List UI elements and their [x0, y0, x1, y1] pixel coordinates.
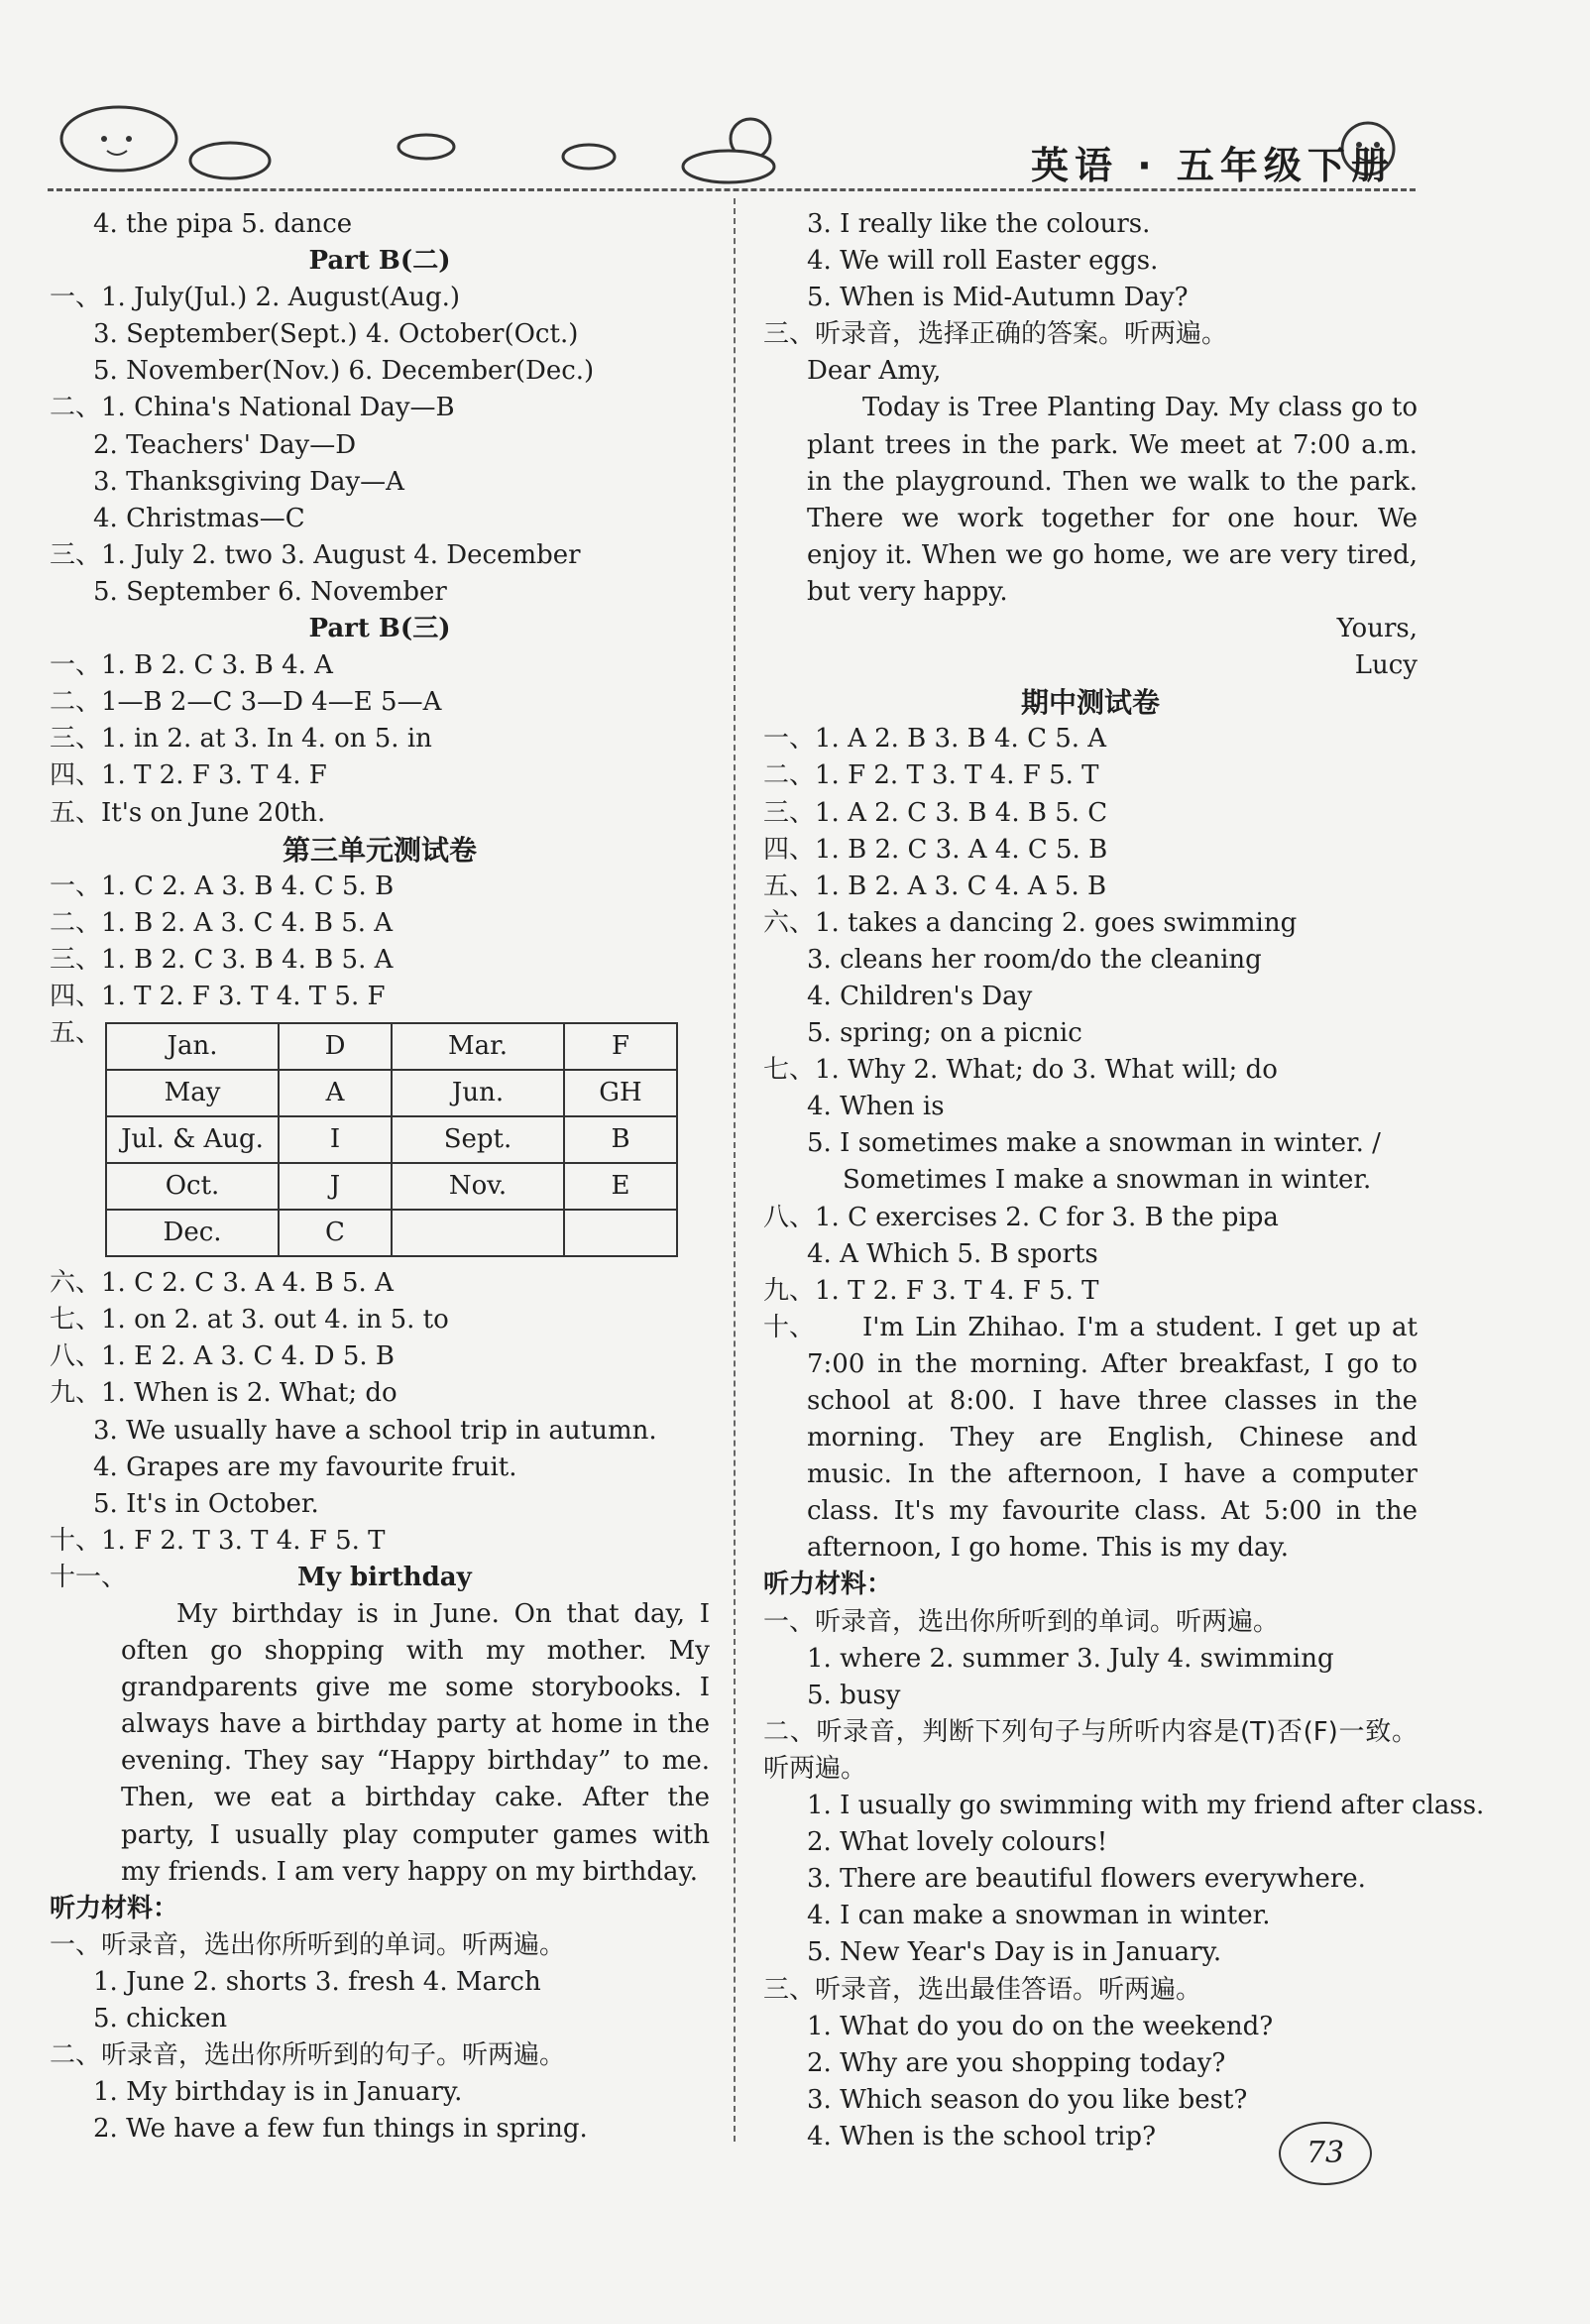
table-cell: E	[564, 1163, 677, 1210]
listening-title: 听力材料：	[763, 1569, 893, 1600]
answer-line: 七、1. on 2. at 3. out 4. in 5. to	[50, 1305, 449, 1336]
answer-line: 四、1. B 2. C 3. A 4. C 5. B	[763, 834, 1108, 865]
table-cell: A	[279, 1070, 392, 1116]
answer-line: 三、1. A 2. C 3. B 4. B 5. C	[763, 797, 1108, 828]
answer-line: 3. cleans her room/do the cleaning	[807, 944, 1262, 975]
letter-greeting: Dear Amy,	[807, 356, 942, 387]
answer-line: 二、1. B 2. A 3. C 4. B 5. A	[50, 907, 394, 938]
answer-line: 三、1. in 2. at 3. In 4. on 5. in	[50, 724, 432, 755]
answer-line: 5. I sometimes make a snowman in winter. /	[807, 1128, 1381, 1159]
table-cell: D	[279, 1023, 392, 1070]
answer-line: 六、1. takes a dancing 2. goes swimming	[763, 907, 1298, 938]
table-cell: Oct.	[106, 1163, 279, 1210]
answer-line: 3. September(Sept.) 4. October(Oct.)	[93, 319, 579, 350]
answer-line: 3. Thanksgiving Day—A	[93, 466, 404, 497]
answer-line: 3. I really like the colours.	[807, 209, 1151, 239]
answer-line: 1. My birthday is in January.	[93, 2077, 463, 2108]
cloud-icon	[398, 135, 454, 159]
answer-line: 六、1. C 2. C 3. A 4. B 5. A	[50, 1268, 394, 1299]
letter-body: Today is Tree Planting Day. My class go to plant trees in the park. We meet at 7:00 a.m. in the playground. Then we walk to the park. There we work together for one hour. We enjoy it. When we go home, we are very tired, but very happy.	[807, 393, 1418, 607]
column-divider	[734, 198, 736, 2142]
listening-title: 听力材料：	[50, 1893, 179, 1923]
essay-title: My birthday	[297, 1562, 472, 1592]
answer-line: 三、1. B 2. C 3. B 4. B 5. A	[50, 944, 394, 975]
answer-line: 七、1. Why 2. What; do 3. What will; do	[763, 1055, 1278, 1086]
table-cell: C	[279, 1210, 392, 1256]
passage-body: I'm Lin Zhihao. I'm a student. I get up at 7:00 in the morning. After breakfast, I go to school at 8:00. I have three classes in the morning. They are English, Chinese and music. In the afternoon, I have a computer class. It's my favourite class. At 5:00 in the afternoon, I go home. This is my day.	[807, 1312, 1418, 1564]
answer-line: 一、听录音，选出你所听到的单词。听两遍。	[763, 1606, 1280, 1637]
answer-line: 4. the pipa 5. dance	[93, 209, 353, 239]
answer-line: 4. A Which 5. B sports	[807, 1238, 1098, 1269]
answer-line: 九、1. When is 2. What; do	[50, 1378, 398, 1409]
table-row	[106, 1116, 677, 1163]
answer-line: 三、1. July 2. two 3. August 4. December	[50, 539, 581, 570]
answer-line: 3. Which season do you like best?	[807, 2084, 1248, 2115]
essay-heading-row	[50, 1560, 710, 1596]
answer-line: 三、听录音，选出最佳答语。听两遍。	[763, 1974, 1202, 2005]
table-cell	[564, 1210, 677, 1256]
cloud-icon	[190, 143, 270, 178]
table-cell: J	[279, 1163, 392, 1210]
midterm-title: 期中测试卷	[1020, 686, 1160, 720]
table-row	[106, 1070, 677, 1116]
table-cell: B	[564, 1116, 677, 1163]
answer-line: 5. When is Mid-Autumn Day?	[807, 283, 1189, 313]
answer-line: 一、1. C 2. A 3. B 4. C 5. B	[50, 871, 395, 901]
answer-line: 一、1. A 2. B 3. B 4. C 5. A	[763, 724, 1107, 755]
answer-line: 3. We usually have a school trip in autumn.	[93, 1415, 657, 1446]
answer-line: 5. chicken	[93, 2004, 228, 2034]
table-row	[106, 1210, 677, 1256]
answer-line: 5. September 6. November	[93, 576, 447, 607]
answer-line: 九、1. T 2. F 3. T 4. F 5. T	[763, 1275, 1099, 1306]
table-cell: GH	[564, 1070, 677, 1116]
answer-line: 四、1. T 2. F 3. T 4. F	[50, 760, 327, 791]
table-cell: Dec.	[106, 1210, 279, 1256]
table-cell: Jan.	[106, 1023, 279, 1070]
sun-cloud-icon	[683, 119, 774, 182]
answer-line: 1. where 2. summer 3. July 4. swimming	[807, 1643, 1334, 1674]
answer-line: 4. Christmas—C	[93, 503, 305, 533]
unit-test-title: 第三单元测试卷	[282, 833, 477, 867]
answer-line: 二、听录音，判断下列句子与所听内容是(T)否(F)一致。听两遍。	[763, 1716, 1418, 1784]
answer-line: 二、1—B 2—C 3—D 4—E 5—A	[50, 687, 442, 718]
essay-body: My birthday is in June. On that day, I often go shopping with my mother. My grandparents give me some storybooks. I always have a birthday party at home in the evening. They say “Happy birthday” to me. Then, we eat a birthday cake. After the party, I usually play computer games with my friends. I am very happy on my birthday.	[121, 1599, 710, 1887]
answer-line: 五、1. B 2. A 3. C 4. A 5. B	[763, 871, 1107, 901]
answer-line: 1. June 2. shorts 3. fresh 4. March	[93, 1966, 541, 1997]
answer-line: 1. I usually go swimming with my friend after class.	[807, 1791, 1485, 1821]
answer-line: 2. Teachers' Day—D	[93, 429, 357, 460]
answer-line: 五、It's on June 20th.	[50, 797, 326, 828]
table-cell: Nov.	[392, 1163, 564, 1210]
answer-line: 十、1. F 2. T 3. T 4. F 5. T	[50, 1525, 386, 1556]
answer-line: 5. It's in October.	[93, 1488, 319, 1519]
answer-line: 2. Why are you shopping today?	[807, 2047, 1226, 2078]
month-table	[105, 1022, 678, 1257]
answer-label: 十、	[763, 1312, 816, 1342]
passage-block	[763, 1310, 1418, 1568]
table-cell: I	[279, 1116, 392, 1163]
page-header	[0, 0, 1590, 198]
answer-line: 5. busy	[807, 1680, 901, 1710]
answer-line: 二、1. China's National Day—B	[50, 393, 455, 423]
book-title: 英语 · 五年级下册	[1031, 144, 1395, 187]
answer-line: 三、听录音，选择正确的答案。听两遍。	[763, 319, 1228, 350]
cloud-face-icon	[61, 107, 176, 171]
section-heading: Part B(三)	[308, 614, 451, 644]
answer-label: 十一、	[50, 1562, 128, 1592]
answer-line: 一、听录音，选出你所听到的单词。听两遍。	[50, 1929, 566, 1960]
letter-close: Yours,	[1336, 614, 1418, 644]
table-row	[106, 1163, 677, 1210]
table-cell: Jul. & Aug.	[106, 1116, 279, 1163]
right-column	[763, 206, 1485, 2155]
answer-line: 二、1. F 2. T 3. T 4. F 5. T	[763, 760, 1099, 791]
answer-line: 5. November(Nov.) 6. December(Dec.)	[93, 356, 595, 387]
answer-line: 四、1. T 2. F 3. T 4. T 5. F	[50, 981, 386, 1011]
answer-line: 4. We will roll Easter eggs.	[807, 246, 1159, 277]
answer-line: 一、1. B 2. C 3. B 4. A	[50, 650, 333, 681]
answer-line: 5. spring; on a picnic	[807, 1018, 1082, 1049]
answer-line: 4. When is the school trip?	[807, 2121, 1157, 2151]
table-cell	[392, 1210, 564, 1256]
answer-line: 一、1. July(Jul.) 2. August(Aug.)	[50, 283, 461, 313]
page-number: 73	[1279, 2122, 1372, 2185]
answer-line: 二、听录音，选出你所听到的句子。听两遍。	[50, 2040, 566, 2071]
answer-line: Sometimes I make a snowman in winter.	[843, 1165, 1372, 1196]
answer-line: 八、1. E 2. A 3. C 4. D 5. B	[50, 1341, 396, 1372]
cloud-icon	[563, 145, 615, 169]
table-cell: Jun.	[392, 1070, 564, 1116]
header-rule	[48, 188, 1416, 191]
answer-line: 4. Children's Day	[807, 981, 1033, 1011]
left-column	[50, 206, 710, 2148]
answer-line: 5. New Year's Day is in January.	[807, 1937, 1222, 1968]
table-cell: May	[106, 1070, 279, 1116]
table-cell: F	[564, 1023, 677, 1070]
table-cell: Mar.	[392, 1023, 564, 1070]
letter-sign: Lucy	[1354, 650, 1418, 681]
answer-line: 2. We have a few fun things in spring.	[93, 2114, 588, 2145]
answer-line: 3. There are beautiful flowers everywhere.	[807, 1864, 1366, 1895]
answer-line: 4. Grapes are my favourite fruit.	[93, 1452, 517, 1482]
answer-line: 八、1. C exercises 2. C for 3. B the pipa	[763, 1202, 1279, 1232]
table-cell: Sept.	[392, 1116, 564, 1163]
answer-line: 4. I can make a snowman in winter.	[807, 1901, 1271, 1931]
answer-line: 4. When is	[807, 1092, 945, 1122]
answer-line: 2. What lovely colours!	[807, 1827, 1108, 1858]
section-heading: Part B(二)	[308, 246, 451, 277]
answer-line: 1. What do you do on the weekend?	[807, 2011, 1274, 2041]
answer-label: 五、	[50, 1018, 102, 1049]
